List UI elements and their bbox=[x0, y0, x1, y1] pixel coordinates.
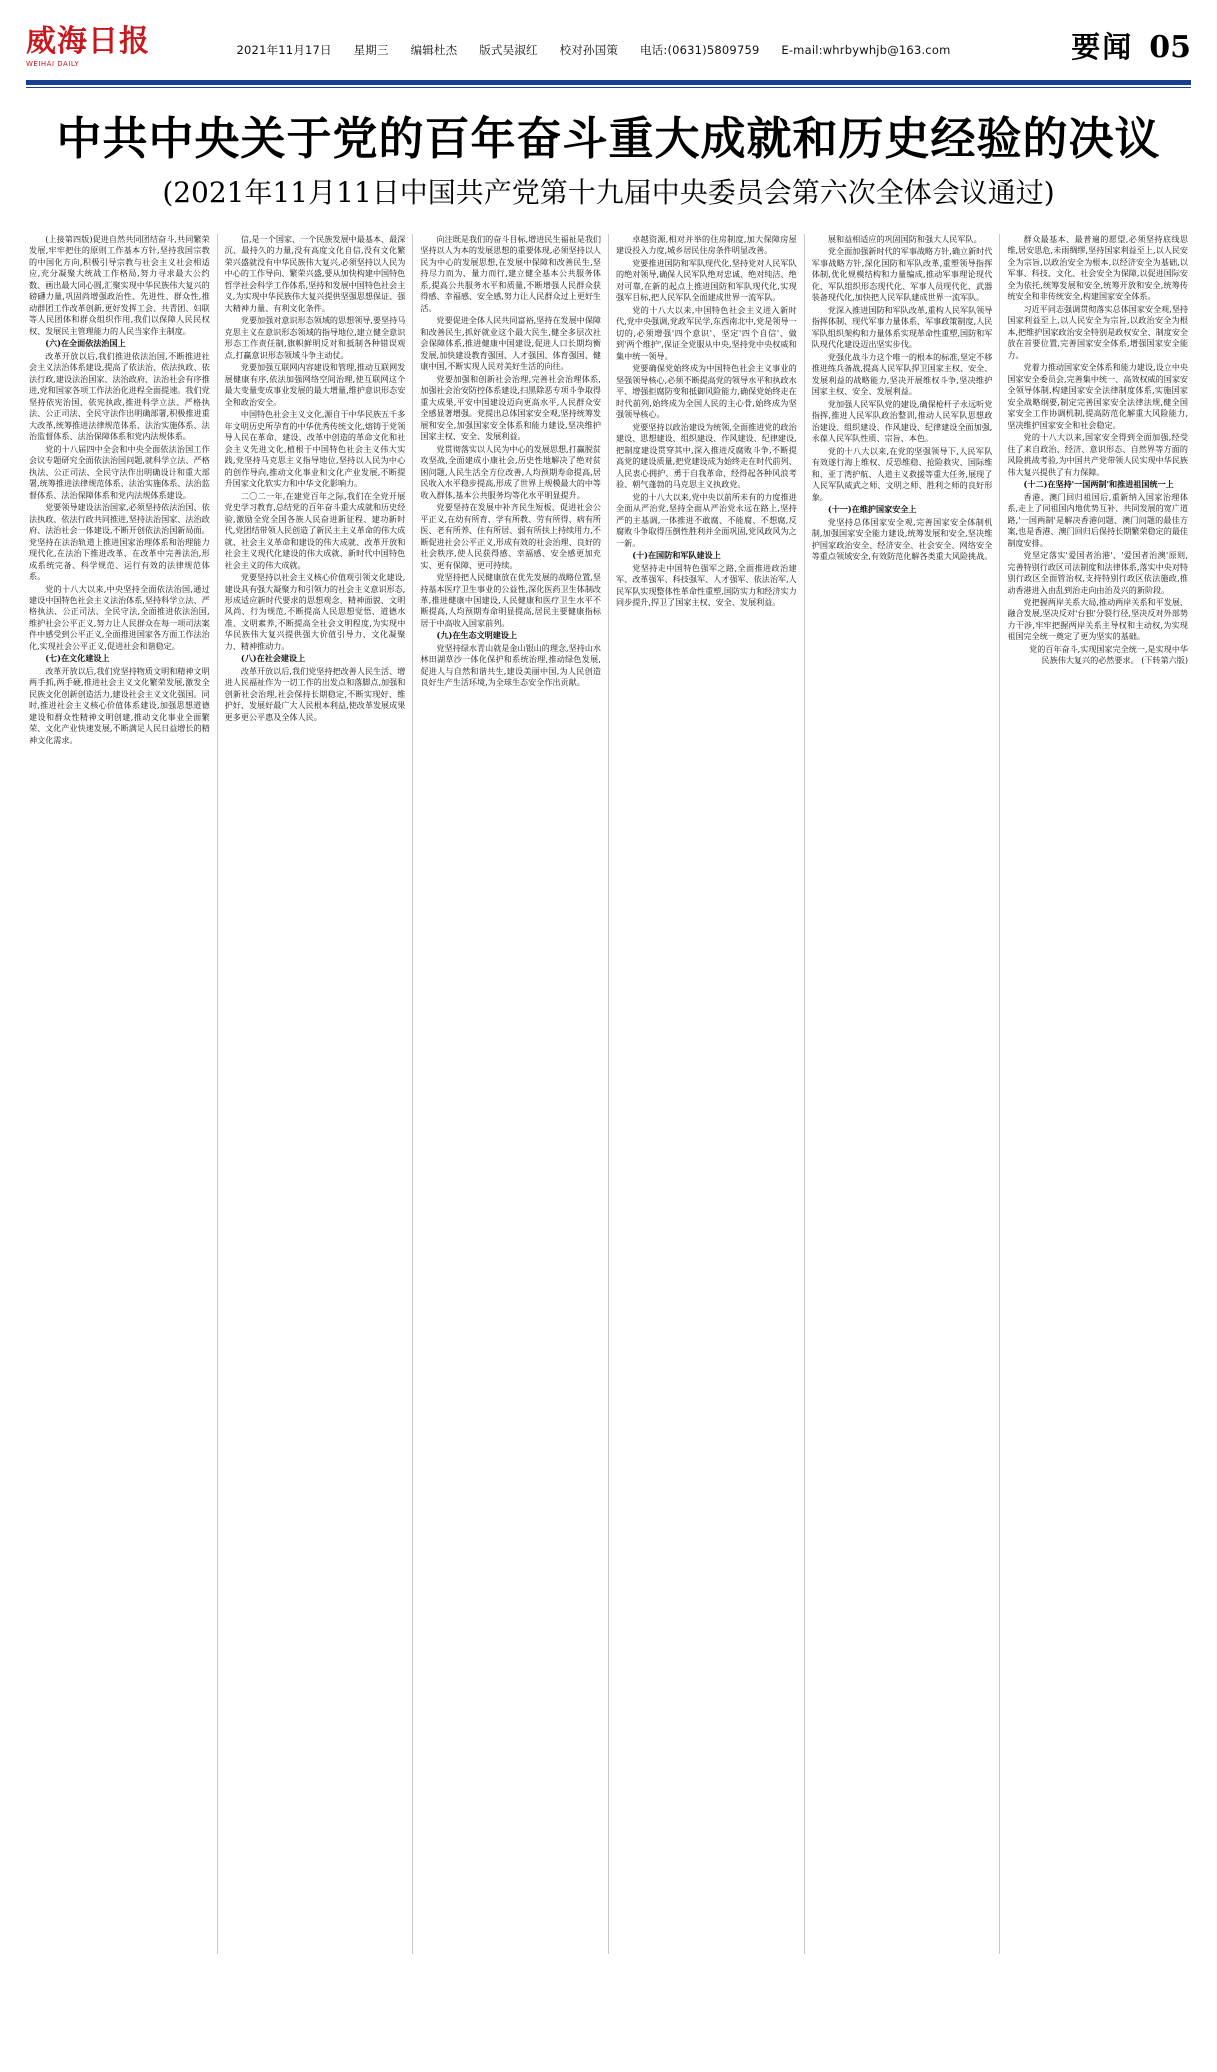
paragraph: 展和益相适应的巩固国防和强大人民军队。 bbox=[827, 233, 982, 244]
text-column-2 bbox=[218, 234, 414, 1954]
paragraph: 党坚持总体国家安全观,完善国家安全体制机制,加强国家安全能力建设,统筹发展和安全,坚决维护国家政治安全、经济安全、社会安全、网络安全等重点领域安全,有效防范化解各类重大风险挑战。 bbox=[811, 516, 993, 562]
section-name: 要闻 bbox=[1071, 29, 1134, 64]
masthead-rule-thick bbox=[26, 80, 1191, 85]
masthead bbox=[26, 18, 1191, 76]
paragraph: (上接第四版)促进自然共同团结奋斗,共同繁荣发展,牢牢把住的原则工作基本方针,坚持我国宗教的中国化方向,积极引导宗教与社会主义社会相适应,充分凝聚大统战工作格局,努力寻求最大公约数、画出最大同心圆,汇聚实现中华民族伟大复兴的磅礴力量,巩固尚增强政治性、先进性、群众性,推动群团工作改革创新,更好发挥工会、共青团、妇联等人民团体和群众组织作用,我们以保障人民民权权、发展民主管理能力的人民当家作主制度。 bbox=[29, 233, 210, 336]
article-headline: 中共中央关于党的百年奋斗重大成就和历史经验的决议 bbox=[56, 112, 1161, 165]
paragraph: 党坚持把人民健康放在优先发展的战略位置,坚持基本医疗卫生事业的公益性,深化医药卫生体制改革,推进健康中国建设,人民健康和医疗卫生水平不断提高,人均预期寿命明显提高,居民主要健康指标居于中高收入国家前列。 bbox=[420, 572, 602, 628]
section-page-number: 05 bbox=[1149, 29, 1191, 65]
text-column-5 bbox=[805, 234, 1001, 1954]
masthead-rule-thin bbox=[26, 87, 1191, 88]
paragraph: 党强化战斗力这个唯一的根本的标准,坚定不移推进练兵备战,提高人民军队捍卫国家主权、安全、发展利益的战略能力,坚决开展维权斗争,坚决维护国家主权、安全、发展利益。 bbox=[811, 351, 993, 397]
proofreader-credit: 校对孙国策 bbox=[559, 43, 619, 57]
text-column-4 bbox=[609, 234, 805, 1954]
paragraph: 党的十八大以来,中央坚持全面依法治国,通过建设中国特色社会主义法治体系,坚持科学立法、严格执法、公正司法、全民守法,全面推进依法治国,维护社会公平正义,努力让人民群众在每一项司法案件中感受到公平正义,全面推进国家各方面工作法治化,实现社会公平正义,促进社会和谐稳定。 bbox=[29, 583, 210, 651]
paragraph: 二〇二一年,在建党百年之际,我们在全党开展党史学习教育,总结党的百年奋斗重大成就和历史经验,激励全党全国各族人民奋进新征程、建功新时代,党团结带领人民创造了新民主主义革命的伟大成就、社会主义革命和建设的伟大成就、改革开放和社会主义现代化建设的伟大成就、新时代中国特色社会主义的伟大成就。 bbox=[224, 490, 406, 570]
paragraph: 党着力推动国家安全体系和能力建设,设立中央国家安全委员会,完善集中统一、高效权威的国家安全领导体制,构建国家安全法律制度体系,实施国家安全战略纲要,制定完善国家安全法律法规,健全国家安全工作协调机制,提高防范化解重大风险能力,坚决维护国家安全和社会稳定。 bbox=[1007, 362, 1189, 430]
paragraph: 党加强人民军队党的建设,确保枪杆子永远听党指挥,推进人民军队政治整训,推动人民军队思想政治建设、组织建设、作风建设、纪律建设全面加强,永葆人民军队性质、宗旨、本色。 bbox=[811, 398, 993, 444]
paragraph: 党全面加强新时代的军事战略方针,确立新时代军事战略方针,深化国防和军队改革,重塑领导指挥体制,优化规模结构和力量编成,推动军事理论现代化、军队组织形态现代化、军事人员现代化、武器装备现代化,加快把人民军队建成世界一流军队。 bbox=[811, 246, 993, 303]
article-body bbox=[22, 234, 1195, 1954]
paragraph: 党的十八届四中全会和中央全面依法治国工作会议专题研究全面依法治国问题,就科学立法、严格执法、公正司法、全民守法作出明确设计和重大部署,统筹推进法律规范体系、法治实施体系、法治监督体系、法治保障体系和党内法规体系建设。 bbox=[29, 443, 210, 500]
paragraph: 党的十八大以来,党中央以前所未有的力度推进全面从严治党,坚持全面从严治党永远在路上,坚持严的主基调,一体推进不敢腐、不能腐、不想腐,反腐败斗争取得压倒性胜利并全面巩固,党风政风为之一新。 bbox=[616, 491, 797, 548]
section-indicator bbox=[1001, 25, 1191, 70]
paragraph: 党的十八大以来,在党的坚强领导下,人民军队有效遂行海上维权、反恐维稳、抢险救灾、国际维和、亚丁湾护航、人道主义救援等重大任务,展现了人民军队威武之师、文明之师、胜利之师的良好形象。 bbox=[811, 445, 993, 502]
text-column-6 bbox=[1000, 234, 1195, 1954]
text-column-1 bbox=[22, 234, 218, 1954]
paragraph-subhead: (十)在国防和军队建设上 bbox=[632, 550, 721, 561]
paragraph: 党要促进全体人民共同富裕,坚持在发展中保障和改善民生,抓好就业这个最大民生,健全多层次社会保障体系,推进健康中国建设,促进人口长期均衡发展,加快建设教育强国、人才强国、体育强国、健康中国,不断实现人民对美好生活的向往。 bbox=[420, 315, 602, 372]
paragraph: 党要推进国防和军队现代化,坚持党对人民军队的绝对领导,确保人民军队绝对忠诚、绝对纯洁、绝对可靠,在新的起点上推进国防和军队现代化,实现强军目标,把人民军队全面建成世界一流军队。 bbox=[616, 257, 797, 303]
column-container bbox=[22, 234, 1195, 1954]
paragraph: 党贯彻落实以人民为中心的发展思想,打赢脱贫攻坚战,全面建成小康社会,历史性地解决了绝对贫困问题,人民生活全方位改善,人均预期寿命提高,居民收入水平稳步提高,形成了世界上规模最大的中等收入群体,基本公共服务均等化水平明显提升。 bbox=[420, 443, 602, 500]
paragraph: 党要坚持以社会主义核心价值观引领文化建设,建设具有强大凝聚力和引领力的社会主义意识形态,形成适应新时代要求的思想观念、精神面貌、文明风尚、行为规范,不断提高人民思想觉悟、道德水准、文明素养,不断提高全社会文明程度,为实现中华民族伟大复兴提供强大价值引导力、文化凝聚力、精神推动力。 bbox=[224, 572, 406, 651]
paragraph: 党的十八大以来,中国特色社会主义进入新时代,党中央强调,党政军民学,东西南北中,党是领导一切的,必须增强'四个意识'、坚定'四个自信'、做到'两个维护',保证全党服从中央,坚持党中央权威和集中统一领导。 bbox=[616, 304, 797, 361]
paragraph-subhead: (六)在全面依法治国上 bbox=[45, 338, 126, 349]
paragraph: 卓越资源,相对并举的住房制度,加大保障房屋建设投入力度,城乡居民住房条件明显改善。 bbox=[616, 233, 797, 256]
weekday: 星期三 bbox=[353, 43, 389, 57]
paragraph: 习近平同志强调贯彻落实总体国家安全观,坚持国家利益至上,以人民安全为宗旨,以政治安全为根本,把维护国家政治安全特别是政权安全、制度安全放在首要位置,完善国家安全体系,增强国家安全能力。 bbox=[1007, 303, 1189, 360]
newspaper-title-en: WEIHAI DAILY bbox=[26, 59, 80, 68]
paragraph: 党把握两岸关系大局,推动两岸关系和平发展、融合发展,坚决反对'台独'分裂行径,坚决反对外部势力干涉,牢牢把握两岸关系主导权和主动权,为实现祖国完全统一奠定了更为坚实的基础。 bbox=[1007, 597, 1189, 642]
paragraph: 党要加强互联网内容建设和管理,推动互联网发展健康有序,依法加强网络空间治理,使互联网这个最大变量变成事业发展的最大增量,维护意识形态安全和政治安全。 bbox=[224, 362, 406, 407]
continuation-note: 党的百年奋斗,实现国家完全统一,是实现中华民族伟大复兴的必然要求。 (下转第六版) bbox=[1029, 643, 1189, 666]
paragraph: 党要领导建设法治国家,必须坚持依法治国、依法执政、依法行政共同推进,坚持法治国家、法治政府、法治社会一体建设,不断开创依法治国新局面。党坚持在法治轨道上推进国家治理体系和治理能力现代化,在法治下推进改革、在改革中完善法治,形成系统完备、科学规范、运行有效的法律规范体系。 bbox=[29, 502, 210, 582]
paragraph: 香港、澳门回归祖国后,重新纳入国家治理体系,走上了同祖国内地优势互补、共同发展的宽广道路,'一国两制'是解决香港问题、澳门问题的最佳方案,也是香港、澳门回归后保持长期繁荣稳定的最佳制度安排。 bbox=[1007, 491, 1189, 548]
paragraph: 党要加强和创新社会治理,完善社会治理体系,加强社会治安防控体系建设,扫黑除恶专项斗争取得重大成果,平安中国建设迈向更高水平,人民群众安全感显著增强。党提出总体国家安全观,坚持统筹发展和安全,加强国家安全体系和能力建设,坚决维护国家主权、安全、发展利益。 bbox=[420, 373, 602, 442]
paragraph: 改革开放以后,我们推进依法治国,不断推进社会主义法治体系建设,提高了依法治、依法执政、依法行政,建设法治国家、法治政府、法治社会有序推进,党和国家各项工作法治化进程全面提速。我们党坚持依宪治国、依宪执政,推进科学立法、严格执法、公正司法、全民守法作出明确部署,积极推进重大改革,统筹推进法律规范体系、法治实施体系、法治监督体系、法治保障体系和党内法规体系。 bbox=[29, 350, 210, 442]
paragraph-subhead: (十二)在坚持'一国两制'和推进祖国统一上 bbox=[1023, 479, 1174, 490]
paragraph-subhead: (九)在生态文明建设上 bbox=[436, 630, 518, 641]
paragraph: 党坚持走中国特色强军之路,全面推进政治建军、改革强军、科技强军、人才强军、依法治军,人民军队实现整体性革命性重塑,国防实力和经济实力同步提升,捍卫了国家主权、安全、发展利益。 bbox=[616, 562, 797, 607]
paragraph: 党要坚持在发展中补齐民生短板、促进社会公平正义,在幼有所育、学有所教、劳有所得、病有所医、老有所养、住有所居、弱有所扶上持续用力,不断促进社会公平正义,形成有效的社会治理、良好的社会秩序,使人民获得感、幸福感、安全感更加充实、更有保障、更可持续。 bbox=[420, 502, 602, 570]
paragraph: 党的十八大以来,国家安全得到全面加强,经受住了来自政治、经济、意识形态、自然界等方面的风险挑战考验,为中国共产党带领人民实现中华民族伟大复兴提供了有力保障。 bbox=[1007, 432, 1189, 477]
paragraph: 党要加强对意识形态领域的思想领导,要坚持马克思主义在意识形态领域的指导地位,建立健全意识形态工作责任制,旗帜鲜明反对和抵制各种错误观点,打赢意识形态领域斗争主动仗。 bbox=[224, 315, 406, 360]
paragraph: 党坚定落实'爱国者治港'、'爱国者治澳'原则,完善特别行政区司法制度和法律体系,落实中央对特别行政区全面管治权,支持特别行政区依法施政,推动香港进入由乱到治走向由治及兴的新阶段。 bbox=[1007, 550, 1189, 595]
paragraph-subhead: (七)在文化建设上 bbox=[45, 653, 110, 664]
newspaper-title-cn: 威海日报 bbox=[26, 24, 150, 60]
paragraph-subhead: (十一)在维护国家安全上 bbox=[827, 504, 917, 515]
text-column-3 bbox=[413, 234, 609, 1954]
masthead-info bbox=[186, 36, 1001, 58]
editor-credit: 编辑杜杰 bbox=[410, 43, 458, 57]
paragraph: 党要确保党始终成为中国特色社会主义事业的坚强领导核心,必须不断提高党的领导水平和执政水平、增强拒腐防变和抵御风险能力,确保党始终走在时代前列,始终成为全国人民的主心骨,始终成为坚强领导核心。 bbox=[616, 363, 797, 420]
paragraph: 党要坚持以政治建设为统领,全面推进党的政治建设、思想建设、组织建设、作风建设、纪律建设,把制度建设贯穿其中,深入推进反腐败斗争,不断提高党的建设质量,把党建设成为始终走在时代前列、人民衷心拥护、勇于自我革命、经得起各种风浪考验、朝气蓬勃的马克思主义执政党。 bbox=[616, 421, 797, 490]
contact-phone: 电话:(0631)5809759 bbox=[639, 43, 760, 57]
contact-email: E-mail:whrbywhjb@163.com bbox=[781, 43, 951, 57]
paragraph: 改革开放以后,我们党坚持把改善人民生活、增进人民福祉作为一切工作的出发点和落脚点,加强和创新社会治理,社会保持长期稳定,不断实现好、维护好、发展好最广大人民根本利益,使改革发展成果更多更公平惠及全体人民。 bbox=[224, 665, 406, 722]
publish-date: 2021年11月17日 bbox=[236, 43, 332, 57]
paragraph: 党坚持绿水青山就是金山银山的理念,坚持山水林田湖草沙一体化保护和系统治理,推动绿色发展,促进人与自然和谐共生,建设美丽中国,为人民创造良好生产生活环境,为全球生态安全作出贡献。 bbox=[420, 642, 602, 688]
paragraph-subhead: (八)在社会建设上 bbox=[240, 653, 306, 664]
newspaper-page bbox=[0, 18, 1217, 2072]
paragraph: 改革开放以后,我们党坚持物质文明和精神文明两手抓,两手硬,推进社会主义文化繁荣发展,激发全民族文化创新创造活力,建设社会主义文化强国。同时,推进社会主义核心价值体系建设,加强思想道德建设和群众性精神文明创建,推动文化事业全面繁荣、文化产业快速发展,不断满足人民日益增长的精神文化需求。 bbox=[29, 665, 210, 745]
paragraph: 信,是一个国家、一个民族发展中最基本、最深沉、最持久的力量,没有高度文化自信,没有文化繁荣兴盛就没有中华民族伟大复兴,必须坚持以人民为中心的工作导向、繁荣兴盛,要从加快构建中国特色哲学社会科学工作体系,坚持和发展中国特色社会主义,为实现中华民族伟大复兴提供坚强思想保证、强大精神力量、有利文化条件。 bbox=[224, 233, 406, 313]
article-subheadline: (2021年11月11日中国共产党第十九届中央委员会第六次全体会议通过) bbox=[162, 176, 1055, 210]
paragraph: 党深入推进国防和军队改革,重构人民军队领导指挥体制、现代军事力量体系、军事政策制度,人民军队组织架构和力量体系实现革命性重塑,国防和军队现代化建设迈出坚实步伐。 bbox=[811, 304, 993, 350]
paragraph: 向注既是我们的奋斗目标,增进民生福祉是我们坚持以人为本的发展思想的重要体现,必须坚持以人民为中心的发展思想,在发展中保障和改善民生,坚持尽力而为、量力而行,建立健全基本公共服务体系,提高公共服务水平和质量,不断增强人民群众获得感、幸福感、安全感,努力让人民群众过上更好生活。 bbox=[420, 233, 602, 313]
layout-credit: 版式吴淑红 bbox=[479, 43, 538, 57]
paragraph: 群众最基本、最普遍的愿望,必须坚持底线思维,居安思危,未雨绸缪,坚持国家利益至上,以人民安全为宗旨,以政治安全为根本,以经济安全为基础,以军事、科技、文化、社会安全为保障,以促进国际安全为依托,统筹发展和安全,统筹开放和安全,统筹传统安全和非传统安全,构建国家安全体系。 bbox=[1007, 233, 1189, 302]
paragraph: 中国特色社会主义文化,源自于中华民族五千多年文明历史所孕育的中华优秀传统文化,熔铸于党领导人民在革命、建设、改革中创造的革命文化和社会主义先进文化,植根于中国特色社会主义伟大实践,党坚持马克思主义指导地位,坚持以人民为中心的创作导向,推动文化事业和文化产业发展,不断提升国家文化软实力和中华文化影响力。 bbox=[224, 409, 406, 489]
newspaper-logo bbox=[26, 26, 186, 68]
